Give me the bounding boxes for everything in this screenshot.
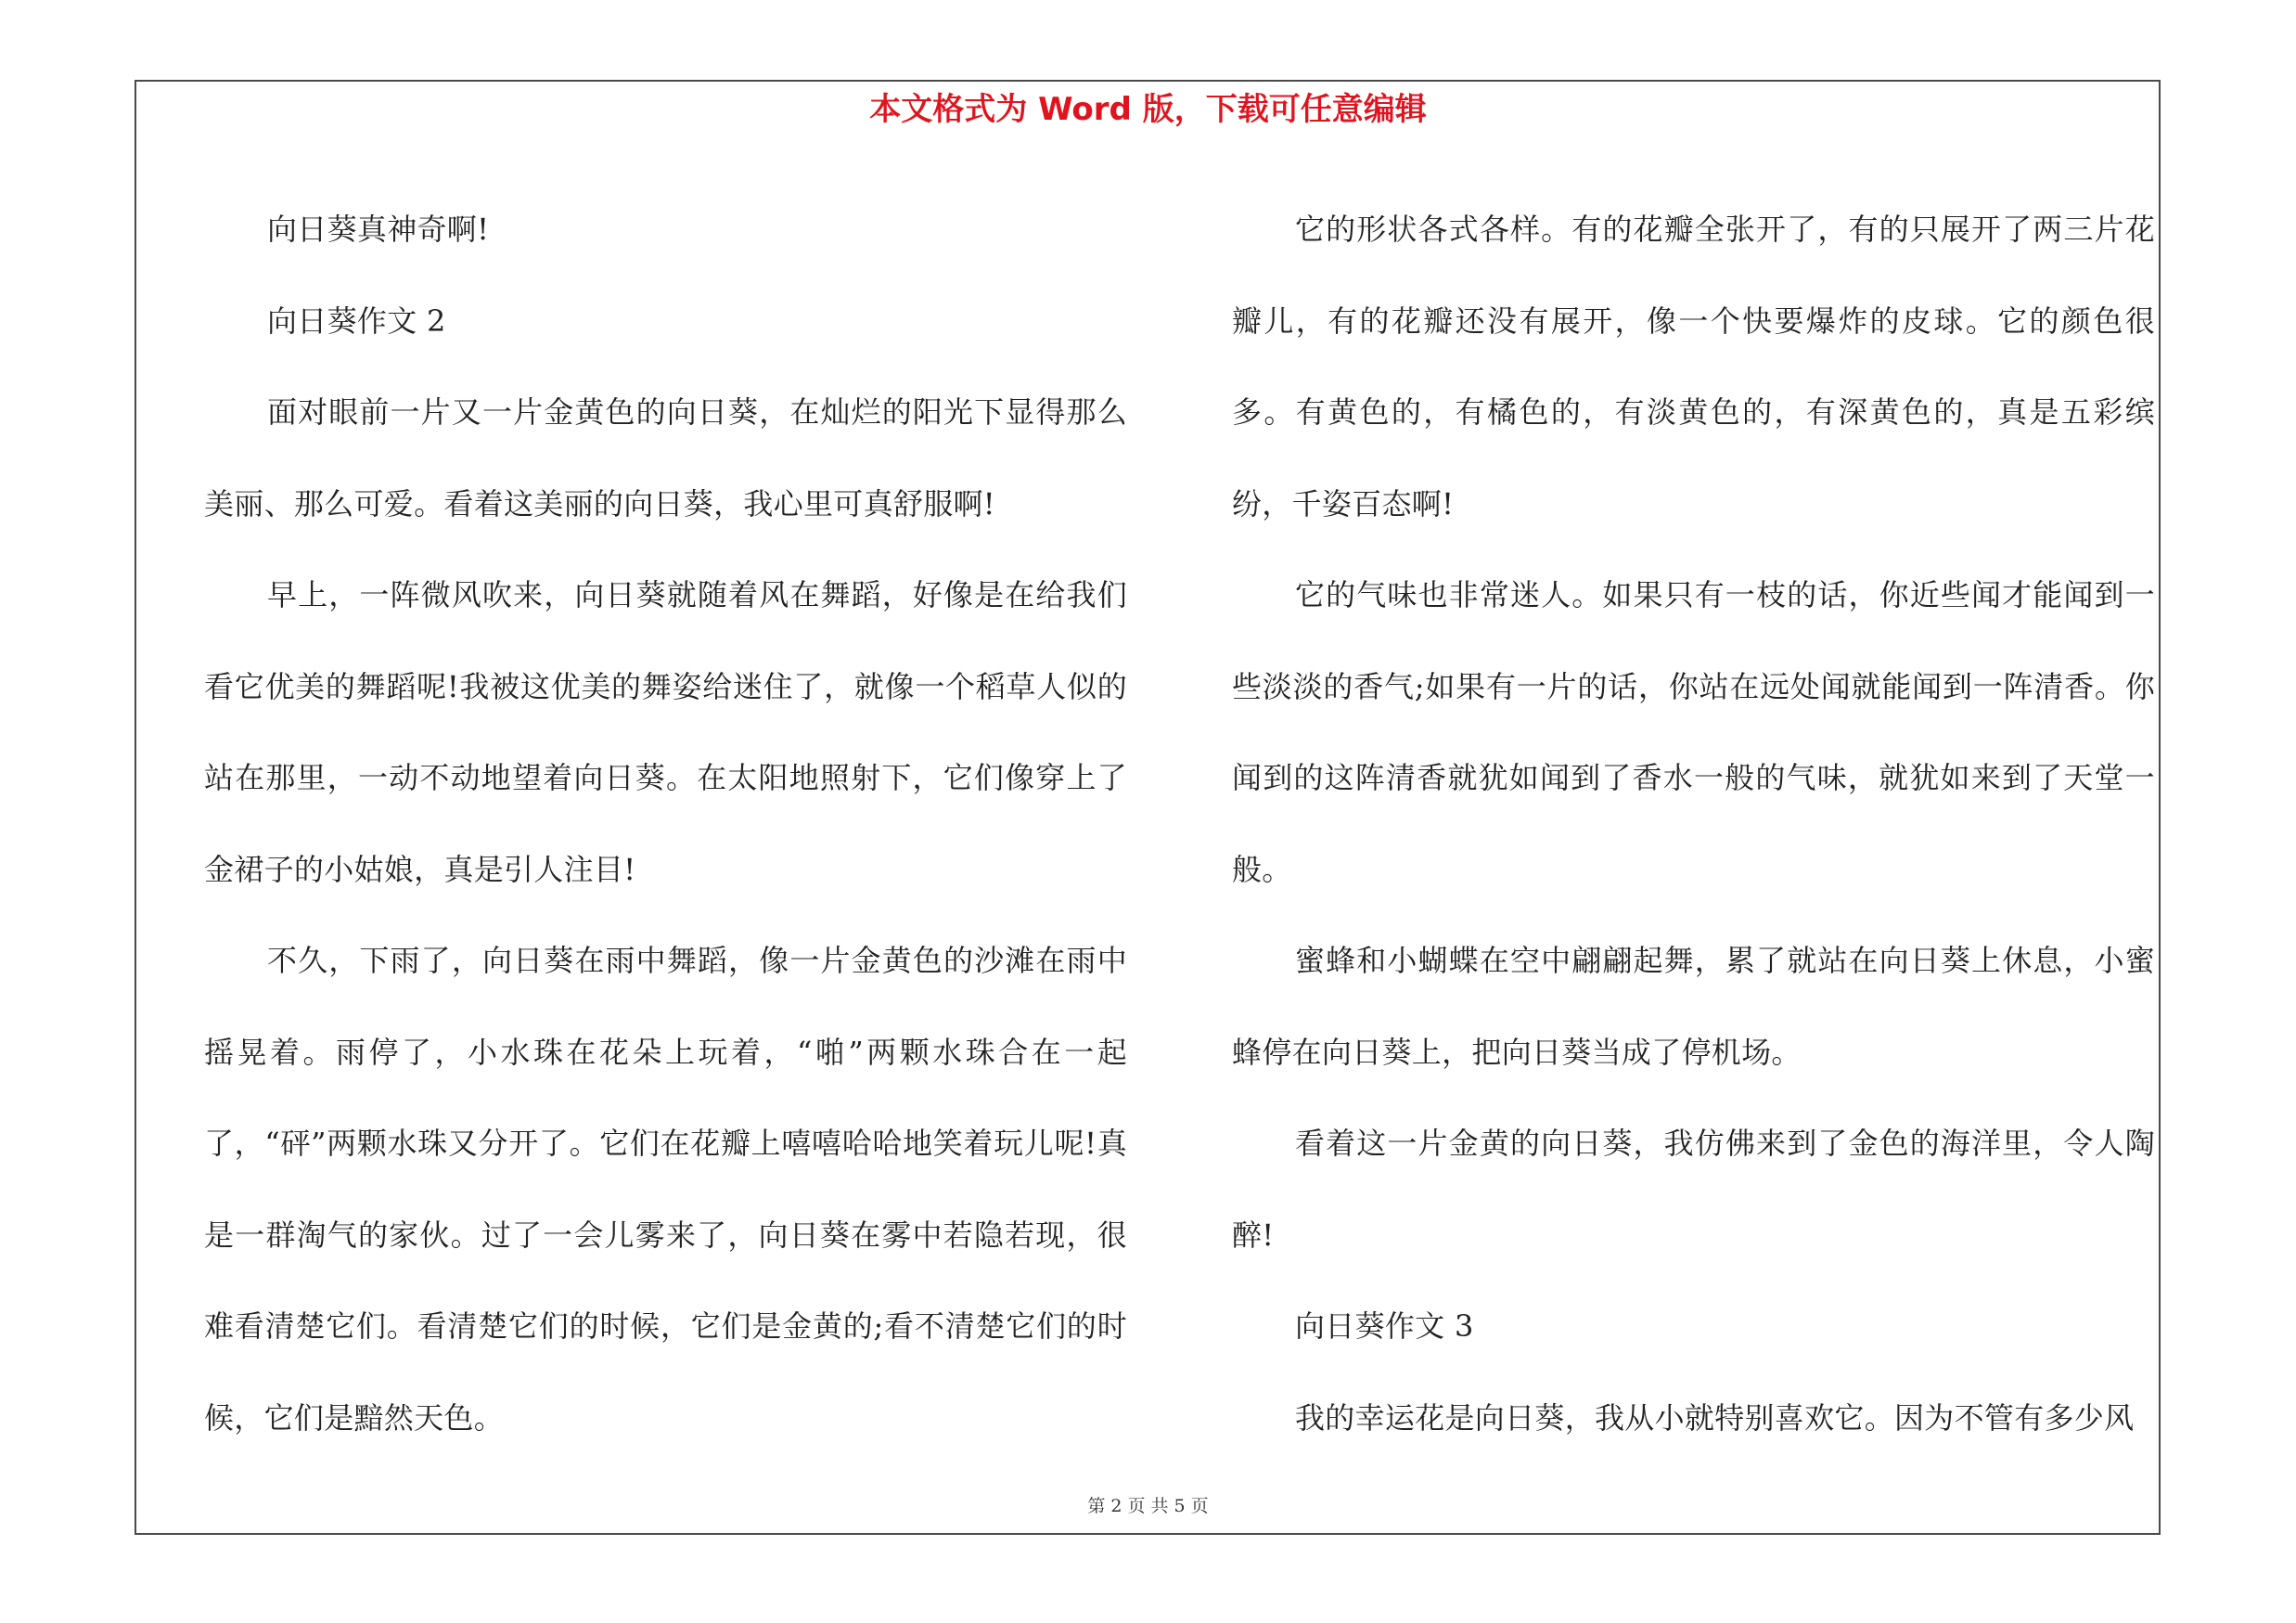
word-format-notice: 本文格式为 Word 版，下载可任意编辑 <box>869 91 1427 128</box>
right-column <box>1232 184 2155 1463</box>
paragraph: 我的幸运花是向日葵，我从小就特别喜欢它。因为不管有多少风 <box>1295 1399 2135 1436</box>
essay-heading: 向日葵作文 3 <box>1295 1308 1474 1344</box>
paragraph: 蜜蜂和小蝴蝶在空中翩翩起舞，累了就站在向日葵上休息，小蜜蜂停在向日葵上，把向日葵当成了停机场。 <box>1232 943 2155 1070</box>
left-column <box>204 184 1127 1463</box>
essay-heading: 向日葵作文 2 <box>267 303 446 339</box>
paragraph: 向日葵真神奇啊! <box>267 212 490 247</box>
paragraph: 它的形状各式各样。有的花瓣全张开了，有的只展开了两三片花瓣儿，有的花瓣还没有展开，像一个快要爆炸的皮球。它的颜色很多。有黄色的，有橘色的，有淡黄色的，有深黄色的，真是五彩缤纷，千姿百态啊! <box>1232 212 2155 522</box>
page-number: 第 2 页 共 5 页 <box>1087 1496 1209 1516</box>
paragraph: 早上，一阵微风吹来，向日葵就随着风在舞蹈，好像是在给我们看它优美的舞蹈呢!我被这优美的舞姿给迷住了，就像一个稻草人似的站在那里，一动不动地望着向日葵。在太阳地照射下，它们像穿上了金裙子的小姑娘，真是引人注目! <box>204 577 1127 887</box>
paragraph: 看着这一片金黄的向日葵，我仿佛来到了金色的海洋里，令人陶醉! <box>1232 1126 2155 1253</box>
paragraph: 它的气味也非常迷人。如果只有一枝的话，你近些闻才能闻到一些淡淡的香气;如果有一片的话，你站在远处闻就能闻到一阵清香。你闻到的这阵清香就犹如闻到了香水一般的气味，就犹如来到了天堂一般。 <box>1232 577 2155 887</box>
paragraph: 不久，下雨了，向日葵在雨中舞蹈，像一片金黄色的沙滩在雨中摇晃着。雨停了，小水珠在花朵上玩着，“啪”两颗水珠合在一起了，“砰”两颗水珠又分开了。它们在花瓣上嘻嘻哈哈地笑着玩儿呢!真是一群淘气的家伙。过了一会儿雾来了，向日葵在雾中若隐若现，很难看清楚它们。看清楚它们的时候，它们是金黄的;看不清楚它们的时候，它们是黯然天色。 <box>204 943 1127 1436</box>
paragraph: 面对眼前一片又一片金黄色的向日葵，在灿烂的阳光下显得那么美丽、那么可爱。看着这美丽的向日葵，我心里可真舒服啊! <box>204 394 1127 522</box>
